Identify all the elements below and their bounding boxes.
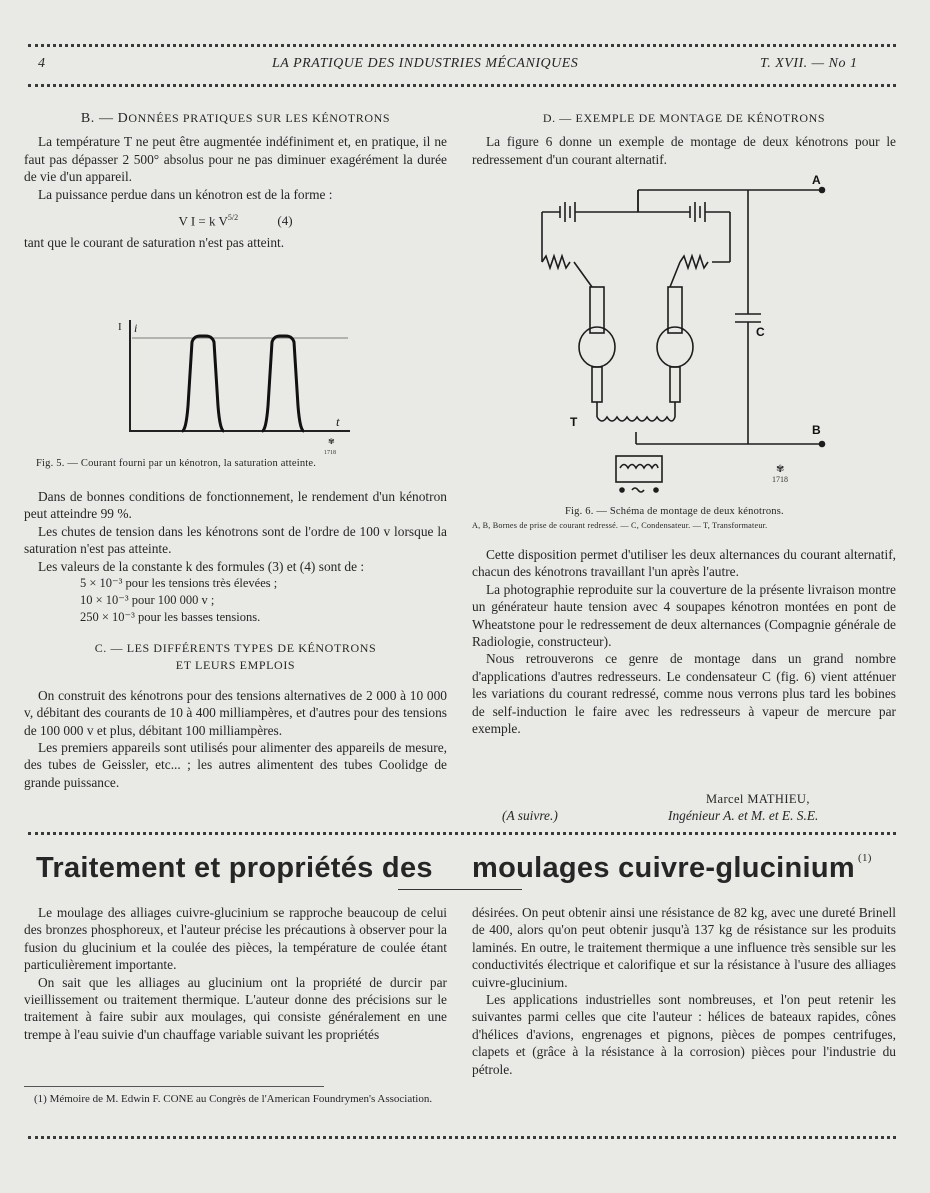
author-name: Marcel MATHIEU, — [706, 792, 810, 806]
footnote: (1) Mémoire de M. Edwin F. CONE au Congrès de l'American Foundrymen's Association. — [34, 1093, 433, 1105]
paragraph: Dans de bonnes conditions de fonctionnement, le rendement d'un kénotron peut atteindre 99 %. — [24, 489, 447, 522]
footnote-rule — [24, 1086, 324, 1087]
capacitor-label-c: C — [756, 325, 765, 339]
axis-label-I: I — [118, 321, 122, 333]
figure-6-legend: A, B, Bornes de prise de courant redressé. — C, Condensateur. — T, Transformateur. — [472, 521, 768, 530]
section-b-title: B. — DONNÉES PRATIQUES SUR LES KÉNOTRONS — [80, 111, 391, 126]
axis-label-i: i — [134, 321, 138, 335]
footnote-mark: (1) — [858, 852, 872, 864]
formula-number: (4) — [277, 213, 293, 229]
paragraph: La température T ne peut être augmentée indéfiniment et, en pratique, il ne faut pas dépasser 2 500° absolus pour ne pas diminuer exagérément la durée de vie d'un appareil. — [24, 134, 447, 185]
terminal-label-b: B — [812, 423, 821, 437]
figure-6-schematic — [530, 172, 830, 502]
top-dotted-rule — [28, 44, 896, 47]
volume-issue: T. XVII. — No 1 — [760, 56, 858, 71]
list-item: 250 × 10⁻³ pour les basses tensions. — [80, 610, 261, 625]
title-underline — [398, 889, 522, 890]
section-d-continued — [472, 546, 896, 737]
article-title-left: Traitement et propriétés des — [36, 852, 433, 884]
page-number: 4 — [38, 56, 46, 71]
paragraph: La puissance perdue dans un kénotron est de la forme : — [38, 186, 333, 202]
section-c-title-2: ET LEURS EMPLOIS — [175, 658, 296, 673]
paragraph: désirées. On peut obtenir ainsi une résistance de 82 kg, avec une dureté Brinell de 400, alors qu'on peut obtenir jusqu'à 137 kg de résistance sur les produits laminés. En outre, le traitement thermique a une influence très sensible sur les conductivités électrique et calorifique et sur la résistance à l'usure des alliages cuivre-glucinium. — [472, 905, 896, 990]
header-dotted-rule — [28, 84, 896, 87]
axis-label-t: t — [336, 414, 340, 429]
article-separator-rule — [28, 832, 896, 835]
paragraph: La figure 6 donne un exemple de montage de deux kénotrons pour le redressement d'un courant alternatif. — [472, 134, 896, 167]
transformer-label-t: T — [570, 415, 578, 429]
bottom-dotted-rule — [28, 1136, 896, 1139]
section-b-continued — [24, 488, 447, 791]
paragraph: Cette disposition permet d'utiliser les deux alternances du courant alternatif, chacun des kénotrons travaillant l'un après l'autre. — [472, 547, 896, 580]
article2-right-column — [472, 904, 896, 1078]
k-values-list — [24, 575, 447, 626]
article-title-right: moulages cuivre-glucinium — [472, 852, 855, 884]
to-be-continued: (A suivre.) — [502, 808, 558, 823]
article2-left-column — [24, 904, 447, 1043]
formula-4 — [24, 209, 447, 230]
section-b — [24, 110, 447, 251]
list-item: 5 × 10⁻³ pour les tensions très élevées ; — [80, 576, 278, 591]
section-d — [472, 110, 896, 168]
printer-mark: ✾ — [776, 464, 785, 475]
formula-exponent: 5/2 — [227, 213, 239, 223]
figure-5-ref: 1718 — [324, 450, 336, 456]
section-c-title-1: C. — LES DIFFÉRENTS TYPES DE KÉNOTRONS — [94, 641, 377, 656]
terminal-label-a: A — [812, 173, 821, 187]
paragraph: Nous retrouverons ce genre de montage dans un grand nombre d'applications d'autres redresseurs. Le condensateur C (fig. 6) vient atténuer les variations du courant redressé, comme nous verrons plus tard les bobines de self-induction le faire avec les redresseurs à vapeur de mercure par exemple. — [472, 651, 896, 737]
paragraph: Les premiers appareils sont utilisés pour alimenter des appareils de mesure, des tubes de Geissler, etc... ; les autres alimentent des tubes Coolidge de grande puissance. — [24, 740, 447, 790]
paragraph: Les chutes de tension dans les kénotrons sont de l'ordre de 100 v lorsque la saturation n'est pas atteinte. — [24, 523, 447, 557]
author-title: Ingénieur A. et M. et E. S.E. — [668, 808, 819, 823]
paragraph: Les applications industrielles sont nombreuses, et l'on peut retenir les suivantes parmi celles que cite l'auteur : hélices de bateaux rapides, cônes d'hélices d'avions, engrenages et pignons, pièces de pompes centrifuges, clapets et (grâce à la résistance à la corrosion) pièces pour l'industrie du pétrole. — [472, 992, 896, 1077]
section-d-title: D. — EXEMPLE DE MONTAGE DE KÉNOTRONS — [542, 111, 826, 125]
figure-6-caption: Fig. 6. — Schéma de montage de deux kénotrons. — [565, 506, 784, 517]
paragraph: La photographie reproduite sur la couverture de la présente livraison montre un générateur haute tension avec 4 soupapes kénotron montées en pont de Wheatstone pour le redressement de deux alternances (Compagnie générale de Radiologie, constructeur). — [472, 581, 896, 650]
figure-5-current-plot — [100, 316, 380, 456]
paragraph: Le moulage des alliages cuivre-glucinium se rapproche beaucoup de celui des bronzes phosphoreux, et l'auteur précise les précautions à observer pour la fusion du glucinium et la coulée des pièces, la température de coulée étant particulièrement importante. — [24, 905, 447, 973]
figure-5-caption: Fig. 5. — Courant fourni par un kénotron, la saturation atteinte. — [36, 458, 317, 469]
printer-mark: ✾ — [328, 437, 335, 446]
paragraph: On sait que les alliages au glucinium ont la propriété de durcir par vieillissement ou traitement thermique. L'auteur donne des précisions sur le traitement à faire subir aux moulages, qui consiste généralement en une trempe à l'eau suivie d'un chauffage variable suivant les propriétés — [24, 974, 447, 1042]
figure-6-ref: 1718 — [772, 475, 788, 484]
paragraph: On construit des kénotrons pour des tensions alternatives de 2 000 à 10 000 v, débitant des courants de 10 à 400 milliampères, et d'autres pour des tensions de 100 000 v et plus, débitant 100 milliampères. — [24, 687, 447, 738]
paragraph: Les valeurs de la constante k des formules (3) et (4) sont de : — [38, 558, 365, 574]
list-item: 10 × 10⁻³ pour 100 000 v ; — [80, 593, 215, 608]
paragraph: tant que le courant de saturation n'est pas atteint. — [24, 234, 285, 250]
formula-expression: V I = k V — [178, 213, 228, 229]
journal-title: LA PRATIQUE DES INDUSTRIES MÉCANIQUES — [272, 56, 579, 71]
